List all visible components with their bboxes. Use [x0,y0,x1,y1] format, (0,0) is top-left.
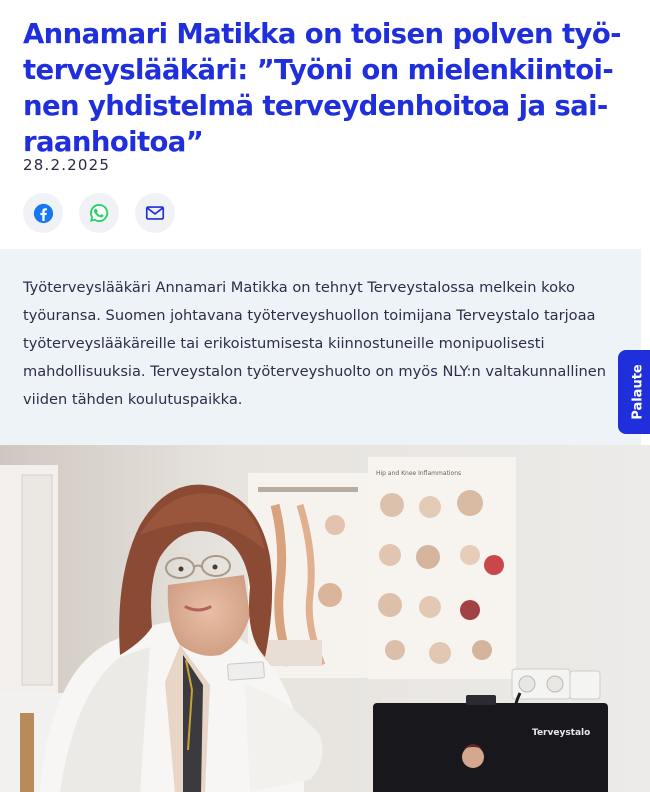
article-ingress [0,249,641,445]
feedback-tab[interactable] [618,350,650,434]
publish-date: 28.2.2025 [23,156,111,174]
ingress-line: viiden tähden koulutuspaikka. [23,391,243,408]
feedback-label: Palaute [630,364,646,420]
monitor-brand-text: Terveystalo [532,728,591,738]
share-whatsapp-button[interactable] [79,193,119,233]
ingress-text [23,274,613,414]
title-line: nen yhdistelmä terveydenhoitoa ja sai- [23,90,608,122]
share-facebook-button[interactable] [23,193,63,233]
title-line: terveyslääkäri: ”Työni on mielenkiintoi- [23,54,614,86]
poster-title: Hip and Knee Inflammations [376,470,462,477]
anatomy-poster-right [368,457,516,679]
title-line: Annamari Matikka on toisen polven työ- [23,18,621,50]
article-title [23,16,621,160]
ingress-line: työterveyslääkäreille tai erikoistumisesta kiinnostuneille monipuolisesti [23,335,545,352]
monitor [373,695,608,792]
share-email-button[interactable] [135,193,175,233]
email-icon [144,202,166,224]
whatsapp-icon [88,202,110,224]
facebook-icon [33,203,54,224]
ingress-line: mahdollisuuksia. Terveystalon työterveyshuolto on myös NLY:n valtakunnallinen [23,363,606,380]
doctor-portrait-image [0,445,650,792]
ingress-line: Työterveyslääkäri Annamari Matikka on tehnyt Terveystalossa melkein koko [23,279,575,296]
title-line: raanhoitoa” [23,126,204,158]
ingress-line: työuransa. Suomen johtavana työterveyshuollon toimijana Terveystalo tarjoaa [23,307,596,324]
article-hero-photo [0,445,650,792]
